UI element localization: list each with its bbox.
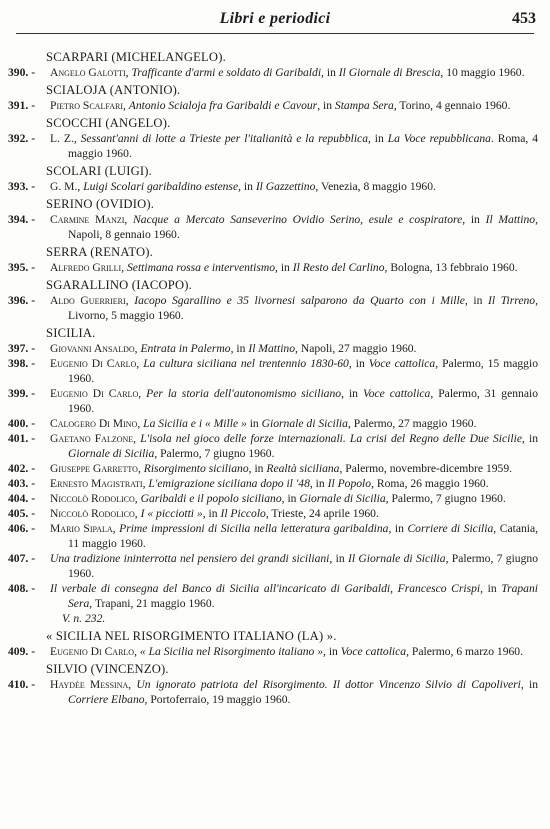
entry-text	[50, 293, 538, 323]
entry-title: Il Popolo	[327, 477, 372, 490]
entry-detail: , Venezia, 8 maggio 1960.	[315, 180, 436, 193]
bibliography-entry	[0, 356, 550, 386]
entry-title: Il Gazzettino	[255, 180, 316, 193]
entry-detail: , in	[329, 552, 348, 565]
entry-title: Il Giornale di Sicilia	[348, 552, 446, 565]
entry-author: Giuseppe Garretto	[50, 462, 138, 475]
entry-detail: ,	[138, 387, 147, 400]
entry-detail: , in	[321, 66, 339, 79]
entry-detail: , Palermo, 27 maggio 1960.	[347, 417, 477, 430]
entry-number: 403. -	[8, 477, 36, 490]
entry-title: Corriere di Sicilia	[407, 522, 494, 535]
bibliography-entry	[0, 260, 550, 275]
entry-detail: , in	[388, 522, 408, 535]
bibliography-entry	[0, 179, 550, 194]
entry-detail: G. M.,	[50, 180, 84, 193]
entry-text	[50, 431, 538, 461]
bibliography-entry	[0, 386, 550, 416]
bibliography-list	[0, 47, 550, 707]
entry-detail: ,	[112, 522, 120, 535]
entry-author: Niccolò Rodolico	[50, 507, 135, 520]
entry-detail: , Roma, 26 maggio 1960.	[371, 477, 489, 490]
entry-title: Il Mattino	[248, 342, 296, 355]
entry-number: 393. -	[8, 180, 36, 193]
entry-detail: , Palermo, 7 giugno 1960.	[385, 492, 506, 505]
entry-number: 395. -	[8, 261, 36, 274]
bibliography-entry	[0, 521, 550, 551]
entry-detail: ,	[125, 294, 135, 307]
entry-title: Giornale di Sicilia	[261, 417, 348, 430]
entry-detail: , in	[275, 261, 293, 274]
entry-title: La Voce repubblicana	[387, 132, 491, 145]
entry-title: Stampa Sera	[334, 99, 394, 112]
entry-title: Trapani Sera	[68, 582, 538, 610]
entry-detail: , 10 maggio 1960.	[440, 66, 525, 79]
bibliography-entry	[0, 131, 550, 161]
entry-detail: , in	[323, 645, 341, 658]
entry-text	[50, 131, 538, 161]
entry-text	[50, 551, 538, 581]
cross-reference-note: V. n. 232.	[62, 612, 106, 625]
entry-detail: , Palermo, 7 giugno 1960.	[154, 447, 275, 460]
header-rule	[16, 33, 534, 34]
entry-title: Voce cattolica	[362, 387, 431, 400]
section-heading: SICILIA.	[46, 326, 96, 340]
section-heading: SERRA (RENATO).	[46, 245, 154, 259]
entry-number: 402. -	[8, 462, 36, 475]
entry-detail: , Palermo, 6 marzo 1960.	[406, 645, 523, 658]
entry-detail: ,	[122, 99, 129, 112]
entry-number: 396. -	[8, 294, 36, 307]
bibliography-entry	[0, 476, 550, 491]
entry-title: Il Resto del Carlino	[292, 261, 385, 274]
entry-title: Il Mattino	[485, 213, 536, 226]
entry-detail: ,	[128, 678, 137, 691]
entry-title: Risorgimento siciliano	[143, 462, 249, 475]
entry-text	[50, 491, 538, 506]
entry-text	[50, 521, 538, 551]
entry-title: Corriere Elbano	[68, 693, 145, 706]
section-heading: « SICILIA NEL RISORGIMENTO ITALIANO (LA) ».	[46, 629, 337, 643]
entry-title: Per la storia dell'autonomismo siciliano	[146, 387, 342, 400]
entry-number: 399. -	[8, 387, 36, 400]
entry-author: Aldo Guerrieri	[50, 294, 126, 307]
entry-title: Il verbale di consegna del Banco di Sicilia all'incaricato di Garibaldi, Francesco Crispi	[50, 582, 481, 595]
bibliography-entry	[0, 551, 550, 581]
entry-detail: ,	[134, 492, 141, 505]
entry-detail: , Bologna, 13 febbraio 1960.	[384, 261, 518, 274]
entry-title: L'isola nel gioco delle forze internazionali. La crisi del Regno delle Due Sicilie	[140, 432, 522, 445]
entry-detail: , in	[464, 294, 489, 307]
entry-detail: , Portoferraio, 19 maggio 1960.	[144, 693, 291, 706]
entry-number: 398. -	[8, 357, 36, 370]
entry-detail: ,	[136, 357, 144, 370]
entry-detail: , Napoli, 8 gennaio 1960.	[68, 213, 538, 241]
bibliography-entry	[0, 644, 550, 659]
entry-detail: , in	[248, 462, 267, 475]
entry-text	[50, 677, 538, 707]
entry-detail: , Trapani, 21 maggio 1960.	[89, 597, 215, 610]
entry-detail: , in	[480, 582, 502, 595]
entry-title: Voce cattolica	[368, 357, 436, 370]
entry-detail: ,	[134, 507, 141, 520]
entry-number: 407. -	[8, 552, 36, 565]
entry-title: Il Tirreno	[488, 294, 536, 307]
entry-author: Eugenio Di Carlo	[50, 645, 135, 658]
entry-text	[50, 212, 538, 242]
entry-text	[50, 506, 538, 521]
entry-detail: , in	[238, 180, 256, 193]
entry-title: I « picciotti »	[140, 507, 203, 520]
entry-detail: , in	[281, 492, 300, 505]
entry-detail: , Trieste, 24 aprile 1960.	[265, 507, 379, 520]
entry-author: Carmine Manzi	[50, 213, 125, 226]
bibliography-entry	[0, 341, 550, 356]
entry-detail: ,	[121, 261, 127, 274]
entry-text	[50, 644, 538, 659]
entry-detail: ,	[125, 66, 132, 79]
bibliography-entry	[0, 491, 550, 506]
entry-author: Eugenio Di Carlo	[50, 357, 137, 370]
entry-author: Gaetano Falzone	[50, 432, 134, 445]
entry-number: 400. -	[8, 417, 36, 430]
section-heading: SCOLARI (LUIGI).	[46, 164, 153, 178]
bibliography-entry	[0, 98, 550, 113]
entry-text	[50, 476, 538, 491]
entry-title: Giornale di Sicilia	[299, 492, 386, 505]
entry-title: L'emigrazione siciliana dopo il '48	[148, 477, 310, 490]
entry-title: La cultura siciliana nel trentennio 1830-60	[143, 357, 349, 370]
entry-number: 397. -	[8, 342, 36, 355]
entry-text	[50, 65, 538, 80]
entry-detail: , in	[317, 99, 335, 112]
entry-detail: . Roma, 4 maggio 1960.	[68, 132, 539, 160]
entry-detail: ,	[137, 462, 144, 475]
entry-detail: , in	[521, 432, 539, 445]
entry-detail: ,	[134, 342, 141, 355]
entry-title: Iacopo Sgarallino e 35 livornesi salparono da Quarto con i Mille	[134, 294, 465, 307]
entry-author: Eugenio Di Carlo	[50, 387, 139, 400]
entry-number: 406. -	[8, 522, 36, 535]
entry-number: 404. -	[8, 492, 36, 505]
entry-title: « La Sicilia nel Risorgimento italiano »	[139, 645, 324, 658]
entry-detail: , Palermo, 31 gennaio 1960.	[68, 387, 538, 415]
entry-title: Il Piccolo	[220, 507, 266, 520]
entry-title: Voce cattolica	[340, 645, 407, 658]
page-number: 453	[512, 10, 536, 27]
entry-text	[50, 179, 538, 194]
section-heading: SCOCCHI (ANGELO).	[46, 116, 171, 130]
entry-detail: , Livorno, 5 maggio 1960.	[68, 294, 538, 322]
entry-title: Una tradizione ininterrotta nel pensiero dei grandi siciliani	[50, 552, 330, 565]
entry-title: Trafficante d'armi e soldato di Garibaldi	[131, 66, 322, 79]
section-heading: SCIALOJA (ANTONIO).	[46, 83, 181, 97]
entry-detail: , in	[202, 507, 221, 520]
entry-author: Mario Sipala	[50, 522, 113, 535]
entry-author: Haydée Messina	[50, 678, 129, 691]
entry-detail: ,	[142, 477, 149, 490]
entry-number: 405. -	[8, 507, 36, 520]
bibliography-entry	[0, 677, 550, 707]
entry-detail: ,	[134, 645, 140, 658]
entry-detail: , in	[230, 342, 249, 355]
entry-title: Luigi Scolari garibaldino estense	[83, 180, 239, 193]
bibliography-entry	[0, 293, 550, 323]
bibliography-entry	[0, 65, 550, 80]
entry-detail: in	[246, 417, 262, 430]
entry-number: 394. -	[8, 213, 36, 226]
entry-text	[50, 386, 538, 416]
section-heading: SGARALLINO (IACOPO).	[46, 278, 193, 292]
section-heading: SILVIO (VINCENZO).	[46, 662, 169, 676]
entry-text	[50, 341, 538, 356]
entry-detail: , in	[462, 213, 486, 226]
entry-text	[50, 581, 538, 611]
entry-author: Pietro Scalfari	[50, 99, 123, 112]
running-title: Libri e periodici	[219, 10, 331, 27]
entry-text	[50, 260, 538, 275]
entry-text	[50, 416, 538, 431]
entry-detail: L. Z.,	[50, 132, 81, 145]
entry-title: Nacque a Mercato Sanseverino Ovidio Serino, esule e cospiratore	[133, 213, 463, 226]
entry-number: 401. -	[8, 432, 36, 445]
entry-detail: , in	[368, 132, 388, 145]
entry-title: Realtà siciliana	[266, 462, 340, 475]
entry-detail: , Torino, 4 gennaio 1960.	[393, 99, 511, 112]
entry-detail: , Palermo, 15 maggio 1960.	[68, 357, 539, 385]
entry-title: Antonio Scialoja fra Garibaldi e Cavour	[128, 99, 318, 112]
entry-text	[50, 461, 538, 476]
entry-title: Il Giornale di Brescia	[338, 66, 441, 79]
section-heading: SCARPARI (MICHELANGELO).	[46, 50, 226, 64]
bibliography-entry	[0, 506, 550, 521]
entry-detail: ,	[133, 432, 141, 445]
entry-author: Niccolò Rodolico	[50, 492, 135, 505]
entry-text	[50, 356, 538, 386]
bibliography-entry	[0, 461, 550, 476]
entry-detail: ,	[137, 417, 144, 430]
entry-detail: ,	[124, 213, 134, 226]
entry-number: 409. -	[8, 645, 36, 658]
entry-title: Garibaldi e il popolo siciliano	[140, 492, 282, 505]
entry-author: Angelo Galotti	[50, 66, 126, 79]
entry-detail: , Palermo, novembre-dicembre 1959.	[339, 462, 513, 475]
entry-title: Giornale di Sicilia	[68, 447, 155, 460]
entry-detail: , Palermo, 7 giugno 1960.	[68, 552, 538, 580]
bibliography-entry	[0, 416, 550, 431]
entry-detail: , in	[348, 357, 369, 370]
entry-detail: , in	[341, 387, 363, 400]
entry-title: La Sicilia e i « Mille »	[143, 417, 247, 430]
entry-title: Settimana rossa e interventismo	[127, 261, 276, 274]
entry-number: 392. -	[8, 132, 36, 145]
entry-detail: , in	[309, 477, 328, 490]
bibliography-entry	[0, 581, 550, 611]
page-header	[0, 0, 550, 40]
entry-author: Giovanni Ansaldo	[50, 342, 135, 355]
entry-detail: , in	[520, 678, 538, 691]
entry-detail: , Catania, 11 maggio 1960.	[68, 522, 539, 550]
entry-title: Sessant'anni di lotte a Trieste per l'italianità e la repubblica	[80, 132, 369, 145]
bibliography-entry	[0, 431, 550, 461]
section-heading: SERINO (OVIDIO).	[46, 197, 155, 211]
entry-title: Prime impressioni di Sicilia nella letteratura garibaldina	[119, 522, 389, 535]
entry-number: 391. -	[8, 99, 36, 112]
entry-text	[50, 98, 538, 113]
entry-number: 410. -	[8, 678, 36, 691]
entry-title: Entrata in Palermo	[140, 342, 231, 355]
entry-number: 408. -	[8, 582, 36, 595]
entry-title: Un ignorato patriota del Risorgimento. Il dottor Vincenzo Silvio di Capoliveri	[136, 678, 521, 691]
bibliography-entry	[0, 212, 550, 242]
entry-number: 390. -	[8, 66, 36, 79]
entry-author: Calogero Di Mino	[50, 417, 138, 430]
entry-detail: , Napoli, 27 maggio 1960.	[295, 342, 417, 355]
entry-author: Ernesto Magistrati	[50, 477, 143, 490]
entry-author: Alfredo Grilli	[50, 261, 122, 274]
